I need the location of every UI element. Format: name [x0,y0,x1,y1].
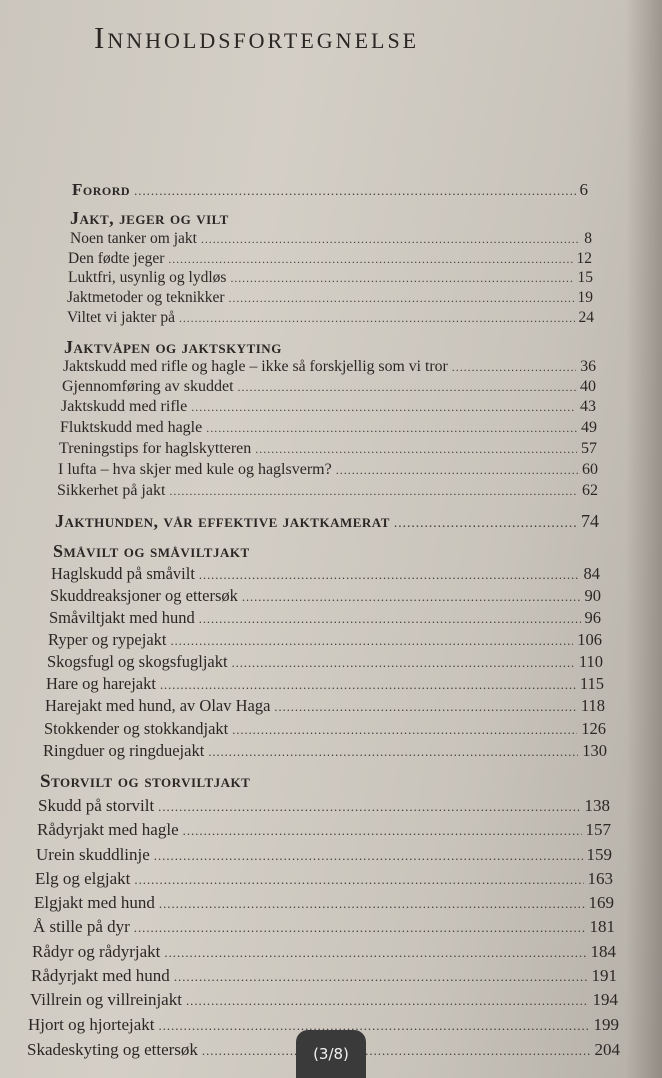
page-title: Innholdsfortegnelse [94,20,420,55]
dot-leader [158,800,580,815]
toc-page-number: 169 [588,893,614,912]
toc-row [59,440,597,458]
toc-label: Noen tanker om jakt [70,230,197,247]
toc-row [36,845,612,865]
toc-row [45,696,605,716]
toc-label: Småviltjakt med hund [49,608,195,627]
toc-label: Rådyrjakt med hagle [37,820,179,839]
toc-page-number: 159 [586,845,612,864]
dot-leader [201,233,580,246]
dot-leader [452,360,576,375]
toc-label: Urein skuddlinje [36,845,150,864]
toc-page-number: 157 [585,820,611,839]
dot-leader [154,849,583,864]
toc-row [62,378,596,396]
dot-leader [242,590,581,605]
toc-row [58,461,598,479]
toc-row [67,309,594,327]
dot-leader [274,700,576,715]
dot-leader [199,568,580,583]
toc-page-number: 96 [584,608,601,627]
toc-label: Skudd på storvilt [38,796,155,815]
toc-row [34,893,614,913]
toc-page-number: 19 [577,289,593,306]
toc-page-number: 15 [577,269,593,286]
dot-leader [238,380,576,395]
dot-leader [199,612,581,627]
toc-label: Hjort og hjortejakt [28,1015,155,1034]
dot-leader [206,421,577,436]
toc-label: Gjennomføring av skuddet [62,378,234,395]
toc-page-number: 184 [590,942,616,961]
toc-label: Jaktskudd med rifle og hagle – ikke så forskjellig som vi tror [63,358,448,375]
toc-row [50,586,601,606]
toc-label: Rådyrjakt med hund [31,966,170,985]
dot-leader [179,312,575,325]
dot-leader [174,970,588,985]
toc-row [44,719,606,739]
toc-label: Ryper og rypejakt [48,630,167,649]
dot-leader [230,272,573,285]
toc-row [48,630,602,650]
toc-row [37,820,611,840]
toc-row [30,990,618,1010]
toc-row-forord [72,180,588,200]
toc-label: Forord [72,180,131,199]
toc-label: Haglskudd på småvilt [51,564,195,583]
toc-page-number: 130 [582,741,607,760]
toc-row [33,917,615,937]
dot-leader [202,1044,591,1059]
toc-label: Jaktmetoder og teknikker [67,289,225,306]
toc-page-number: 181 [589,917,615,936]
dot-leader [229,292,574,305]
toc-page-number: 49 [581,419,597,436]
toc-page-number: 163 [587,869,613,888]
toc-page-number: 36 [580,358,596,375]
dot-leader [160,678,576,693]
toc-row [43,741,607,761]
dot-leader [169,484,578,499]
toc-page-number: 194 [592,990,618,1009]
toc-label: Rådyr og rådyrjakt [32,942,161,961]
toc-row [70,230,592,248]
dot-leader [164,946,586,961]
toc-page-number: 90 [584,586,601,605]
dot-leader [186,994,589,1009]
toc-label: Skuddreaksjoner og ettersøk [50,586,238,605]
toc-label: Stokkender og stokkandjakt [44,719,229,738]
toc-label: Den fødte jeger [68,250,165,267]
toc-page-number: 60 [582,461,598,478]
toc-label: I lufta – hva skjer med kule og haglsverm? [58,461,332,478]
toc-row [67,289,593,307]
section-heading: Småvilt og småviltjakt [53,541,250,561]
dot-leader [255,442,577,457]
toc-label: Jaktskudd med rifle [61,398,188,415]
toc-page-number: 57 [581,440,597,457]
toc-page-number: 110 [578,652,603,671]
toc-page-number: 126 [581,719,606,738]
toc-page-number: 84 [583,564,600,583]
dot-leader [191,400,576,415]
dot-leader [134,184,575,199]
toc-page-number: 62 [582,482,598,499]
dot-leader [168,253,572,266]
toc-label: Elgjakt med hund [34,893,155,912]
toc-page-number: 24 [578,309,594,326]
toc-row [31,966,617,986]
toc-label: Sikkerhet på jakt [57,482,166,499]
toc-row [35,869,613,889]
toc-page-number: 43 [580,398,596,415]
toc-page-number: 106 [577,630,602,649]
section-heading: Jaktvåpen og jaktskyting [64,337,282,357]
toc-row [51,564,600,584]
dot-leader [134,873,583,888]
toc-label: Å stille på dyr [33,917,130,936]
toc-page-number: 204 [594,1040,620,1059]
dot-leader [394,515,577,531]
toc-page-number: 12 [576,250,592,267]
toc-label: Harejakt med hund, av Olav Haga [45,696,271,715]
toc-label: Ringduer og ringduejakt [43,741,205,760]
dot-leader [208,745,578,760]
toc-page-number: 6 [579,180,588,199]
toc-row [68,269,593,287]
section-heading: Jakthunden, vår effektive jaktkamerat [55,511,390,531]
toc-row [60,419,597,437]
toc-row [57,482,598,500]
toc-page-number: 40 [580,378,596,395]
toc-page-number: 199 [593,1015,619,1034]
dot-leader [159,897,585,912]
dot-leader [232,723,577,738]
toc-page-number: 118 [580,696,605,715]
toc-row [63,358,596,376]
toc-label: Skogsfugl og skogsfugljakt [47,652,228,671]
toc-label: Hare og harejakt [46,674,156,693]
toc-page-number: 115 [579,674,604,693]
toc-page-number: 74 [581,511,599,531]
toc-row [68,250,592,268]
dot-leader [232,656,575,671]
dot-leader [336,463,578,478]
toc-label: Treningstips for haglskytteren [59,440,252,457]
toc-label: Viltet vi jakter på [67,309,175,326]
section-heading: Storvilt og storviltjakt [40,771,251,792]
toc-label: Skadeskyting og ettersøk [27,1040,198,1059]
toc-page-number: 8 [584,230,592,247]
toc-row [47,652,603,672]
toc-row-jakthunden [55,511,599,532]
toc-row [46,674,604,694]
toc-label: Villrein og villreinjakt [30,990,182,1009]
toc-page-number: 191 [591,966,617,985]
dot-leader [183,824,582,839]
dot-leader [170,634,573,649]
toc-row [38,796,610,816]
toc-row [32,942,616,962]
toc-page-number: 138 [584,796,610,815]
toc-label: Elg og elgjakt [35,869,131,888]
toc-row [49,608,601,628]
dot-leader [134,921,586,936]
toc-row [61,398,596,416]
section-heading: Jakt, jeger og vilt [70,208,229,228]
toc-label: Fluktskudd med hagle [60,419,203,436]
image-pager-indicator[interactable]: (3/8) [296,1030,366,1078]
toc-label: Luktfri, usynlig og lydløs [68,269,227,286]
dot-leader [159,1019,590,1034]
